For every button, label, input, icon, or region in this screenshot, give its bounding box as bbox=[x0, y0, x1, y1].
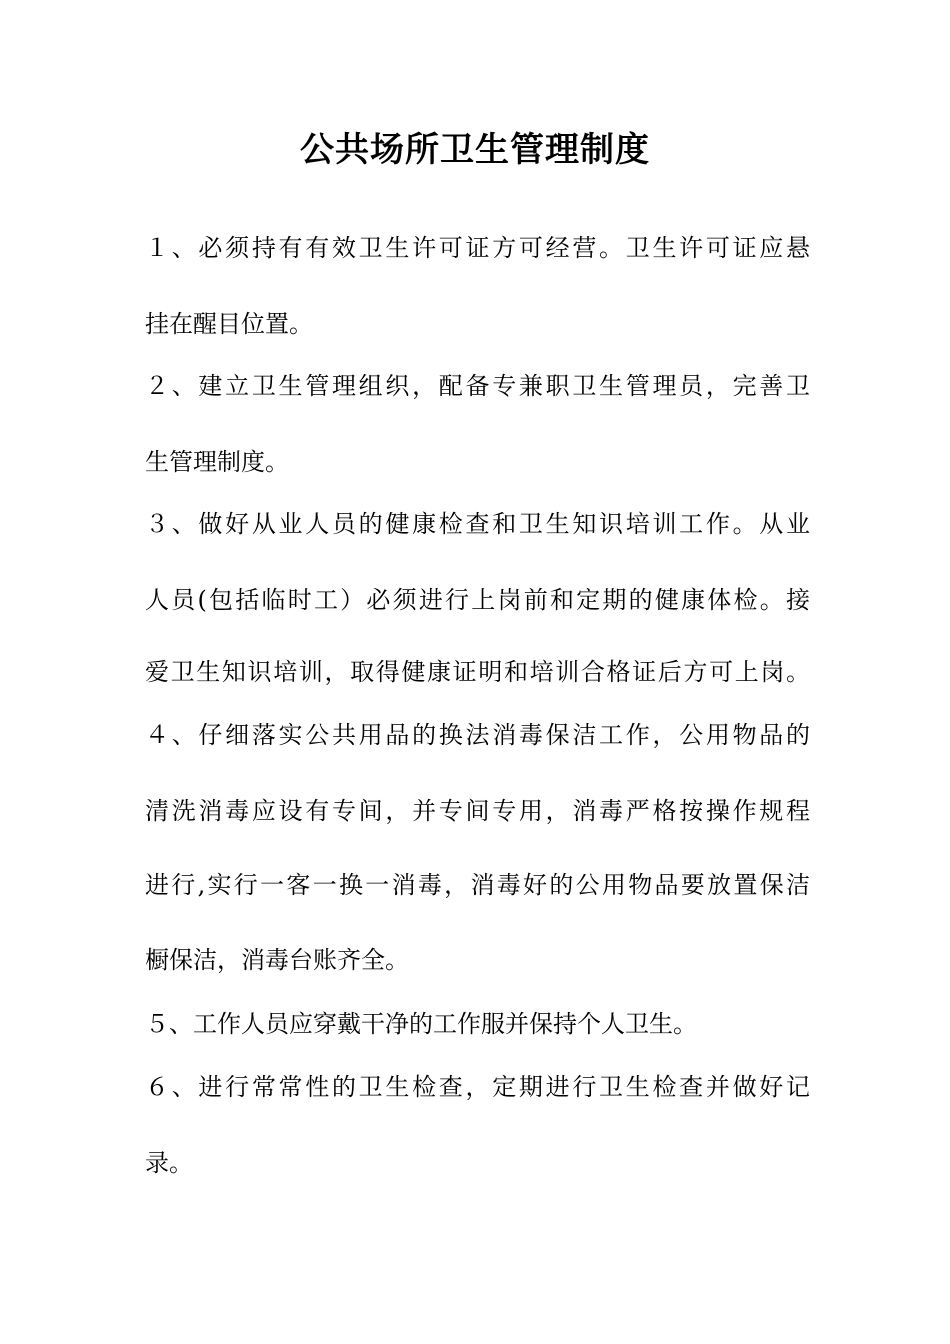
rule-3-line-3: 爱卫生知识培训，取得健康证明和培训合格证后方可上岗。 bbox=[145, 658, 810, 686]
rule-2-line-1: ２、建立卫生管理组织，配备专兼职卫生管理员，完善卫 bbox=[145, 372, 810, 400]
rule-4-line-1: ４、仔细落实公共用品的换法消毒保洁工作，公用物品的 bbox=[145, 721, 810, 749]
rule-2-line-2: 生管理制度。 bbox=[145, 448, 289, 476]
rule-3-line-2: 人员(包括临时工）必须进行上岗前和定期的健康体检。接 bbox=[145, 586, 810, 614]
document-title: 公共场所卫生管理制度 bbox=[300, 130, 650, 170]
rule-3-line-1: ３、做好从业人员的健康检查和卫生知识培训工作。从业 bbox=[145, 510, 810, 538]
rule-4-line-4: 橱保洁，消毒台账齐全。 bbox=[145, 946, 409, 974]
rule-4-line-3: 进行,实行一客一换一消毒，消毒好的公用物品要放置保洁 bbox=[145, 871, 810, 899]
rule-4-line-2: 清洗消毒应设有专间，并专间专用，消毒严格按操作规程 bbox=[145, 797, 810, 825]
rule-6-line-1: ６、进行常常性的卫生检查，定期进行卫生检查并做好记 bbox=[145, 1073, 810, 1101]
rule-1-line-2: 挂在醒目位置。 bbox=[145, 310, 313, 338]
rule-1-line-1: １、必须持有有效卫生许可证方可经营。卫生许可证应悬 bbox=[145, 234, 810, 262]
rule-6-line-2: 录。 bbox=[145, 1149, 193, 1177]
rule-5-line-1: ５、工作人员应穿戴干净的工作服并保持个人卫生。 bbox=[145, 1010, 697, 1038]
